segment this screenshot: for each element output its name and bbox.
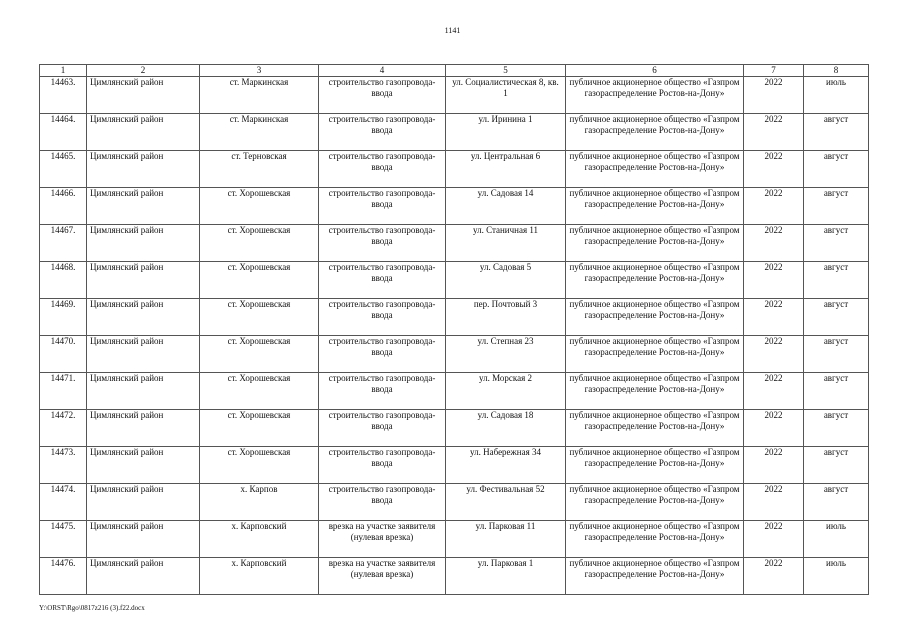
settlement-cell: х. Карповский	[200, 558, 319, 595]
work-type-cell: строительство газопровода-ввода	[319, 336, 446, 373]
address-cell: ул. Иринина 1	[446, 114, 566, 151]
organization-cell: публичное акционерное общество «Газпром газораспределение Ростов-на-Дону»	[566, 373, 744, 410]
settlement-cell: ст. Хорошевская	[200, 410, 319, 447]
district-cell: Цимлянский район	[87, 558, 200, 595]
district-cell: Цимлянский район	[87, 188, 200, 225]
address-cell: ул. Станичная 11	[446, 225, 566, 262]
column-header: 1	[40, 65, 87, 77]
address-cell: ул. Парковая 1	[446, 558, 566, 595]
organization-cell: публичное акционерное общество «Газпром газораспределение Ростов-на-Дону»	[566, 521, 744, 558]
column-header: 5	[446, 65, 566, 77]
settlement-cell: ст. Хорошевская	[200, 373, 319, 410]
settlement-cell: ст. Хорошевская	[200, 447, 319, 484]
table-row	[40, 373, 869, 410]
year-cell: 2022	[744, 373, 804, 410]
settlement-cell: ст. Терновская	[200, 151, 319, 188]
column-header: 6	[566, 65, 744, 77]
month-cell: август	[804, 262, 869, 299]
month-cell: июль	[804, 558, 869, 595]
work-type-cell: строительство газопровода-ввода	[319, 114, 446, 151]
row-number: 14465.	[40, 151, 87, 188]
column-header: 4	[319, 65, 446, 77]
table-row	[40, 114, 869, 151]
work-type-cell: строительство газопровода-ввода	[319, 299, 446, 336]
footer-file-path: Y:\ORST\Rgo\0817z216 (3).f22.docx	[39, 604, 145, 612]
address-cell: ул. Морская 2	[446, 373, 566, 410]
year-cell: 2022	[744, 114, 804, 151]
table-row	[40, 410, 869, 447]
organization-cell: публичное акционерное общество «Газпром газораспределение Ростов-на-Дону»	[566, 262, 744, 299]
address-cell: ул. Садовая 18	[446, 410, 566, 447]
address-cell: ул. Садовая 14	[446, 188, 566, 225]
year-cell: 2022	[744, 299, 804, 336]
year-cell: 2022	[744, 447, 804, 484]
work-type-cell: строительство газопровода-ввода	[319, 151, 446, 188]
settlement-cell: ст. Хорошевская	[200, 225, 319, 262]
month-cell: август	[804, 114, 869, 151]
header-row	[40, 65, 869, 77]
month-cell: август	[804, 447, 869, 484]
year-cell: 2022	[744, 410, 804, 447]
settlement-cell: ст. Маркинская	[200, 77, 319, 114]
row-number: 14463.	[40, 77, 87, 114]
month-cell: июль	[804, 521, 869, 558]
registry-body	[40, 77, 869, 595]
year-cell: 2022	[744, 151, 804, 188]
month-cell: август	[804, 373, 869, 410]
row-number: 14473.	[40, 447, 87, 484]
row-number: 14468.	[40, 262, 87, 299]
row-number: 14471.	[40, 373, 87, 410]
work-type-cell: строительство газопровода-ввода	[319, 484, 446, 521]
row-number: 14467.	[40, 225, 87, 262]
year-cell: 2022	[744, 484, 804, 521]
organization-cell: публичное акционерное общество «Газпром газораспределение Ростов-на-Дону»	[566, 336, 744, 373]
address-cell: ул. Центральная 6	[446, 151, 566, 188]
column-header: 2	[87, 65, 200, 77]
month-cell: июль	[804, 77, 869, 114]
district-cell: Цимлянский район	[87, 151, 200, 188]
work-type-cell: строительство газопровода-ввода	[319, 447, 446, 484]
organization-cell: публичное акционерное общество «Газпром газораспределение Ростов-на-Дону»	[566, 225, 744, 262]
column-header: 7	[744, 65, 804, 77]
work-type-cell: строительство газопровода-ввода	[319, 188, 446, 225]
district-cell: Цимлянский район	[87, 77, 200, 114]
table-row	[40, 262, 869, 299]
table-row	[40, 484, 869, 521]
year-cell: 2022	[744, 225, 804, 262]
page-number: 1141	[444, 26, 461, 35]
table-row	[40, 521, 869, 558]
row-number: 14472.	[40, 410, 87, 447]
address-cell: ул. Парковая 11	[446, 521, 566, 558]
row-number: 14466.	[40, 188, 87, 225]
row-number: 14476.	[40, 558, 87, 595]
year-cell: 2022	[744, 262, 804, 299]
year-cell: 2022	[744, 336, 804, 373]
year-cell: 2022	[744, 521, 804, 558]
settlement-cell: ст. Хорошевская	[200, 336, 319, 373]
organization-cell: публичное акционерное общество «Газпром газораспределение Ростов-на-Дону»	[566, 188, 744, 225]
column-header: 3	[200, 65, 319, 77]
organization-cell: публичное акционерное общество «Газпром газораспределение Ростов-на-Дону»	[566, 77, 744, 114]
address-cell: ул. Садовая 5	[446, 262, 566, 299]
table-row	[40, 447, 869, 484]
district-cell: Цимлянский район	[87, 447, 200, 484]
address-cell: ул. Фестивальная 52	[446, 484, 566, 521]
settlement-cell: х. Карпов	[200, 484, 319, 521]
district-cell: Цимлянский район	[87, 262, 200, 299]
row-number: 14475.	[40, 521, 87, 558]
work-type-cell: строительство газопровода-ввода	[319, 410, 446, 447]
district-cell: Цимлянский район	[87, 299, 200, 336]
district-cell: Цимлянский район	[87, 521, 200, 558]
organization-cell: публичное акционерное общество «Газпром газораспределение Ростов-на-Дону»	[566, 484, 744, 521]
address-cell: ул. Социалистическая 8, кв. 1	[446, 77, 566, 114]
address-cell: ул. Степная 23	[446, 336, 566, 373]
row-number: 14464.	[40, 114, 87, 151]
year-cell: 2022	[744, 558, 804, 595]
work-type-cell: строительство газопровода-ввода	[319, 77, 446, 114]
district-cell: Цимлянский район	[87, 373, 200, 410]
month-cell: август	[804, 484, 869, 521]
settlement-cell: ст. Хорошевская	[200, 188, 319, 225]
work-type-cell: врезка на участке заявителя (нулевая врезка)	[319, 558, 446, 595]
organization-cell: публичное акционерное общество «Газпром газораспределение Ростов-на-Дону»	[566, 410, 744, 447]
table-row	[40, 188, 869, 225]
row-number: 14469.	[40, 299, 87, 336]
month-cell: август	[804, 151, 869, 188]
settlement-cell: ст. Хорошевская	[200, 299, 319, 336]
row-number: 14474.	[40, 484, 87, 521]
row-number: 14470.	[40, 336, 87, 373]
work-type-cell: строительство газопровода-ввода	[319, 373, 446, 410]
settlement-cell: ст. Хорошевская	[200, 262, 319, 299]
month-cell: август	[804, 410, 869, 447]
organization-cell: публичное акционерное общество «Газпром газораспределение Ростов-на-Дону»	[566, 114, 744, 151]
month-cell: август	[804, 299, 869, 336]
work-type-cell: строительство газопровода-ввода	[319, 262, 446, 299]
month-cell: август	[804, 188, 869, 225]
address-cell: пер. Почтовый 3	[446, 299, 566, 336]
work-type-cell: врезка на участке заявителя (нулевая врезка)	[319, 521, 446, 558]
organization-cell: публичное акционерное общество «Газпром газораспределение Ростов-на-Дону»	[566, 558, 744, 595]
organization-cell: публичное акционерное общество «Газпром газораспределение Ростов-на-Дону»	[566, 151, 744, 188]
district-cell: Цимлянский район	[87, 225, 200, 262]
year-cell: 2022	[744, 77, 804, 114]
month-cell: август	[804, 225, 869, 262]
settlement-cell: х. Карповский	[200, 521, 319, 558]
district-cell: Цимлянский район	[87, 336, 200, 373]
district-cell: Цимлянский район	[87, 410, 200, 447]
organization-cell: публичное акционерное общество «Газпром газораспределение Ростов-на-Дону»	[566, 299, 744, 336]
address-cell: ул. Набережная 34	[446, 447, 566, 484]
column-header: 8	[804, 65, 869, 77]
work-type-cell: строительство газопровода-ввода	[319, 225, 446, 262]
district-cell: Цимлянский район	[87, 484, 200, 521]
district-cell: Цимлянский район	[87, 114, 200, 151]
table-row	[40, 151, 869, 188]
organization-cell: публичное акционерное общество «Газпром газораспределение Ростов-на-Дону»	[566, 447, 744, 484]
table-row	[40, 299, 869, 336]
table-row	[40, 558, 869, 595]
settlement-cell: ст. Маркинская	[200, 114, 319, 151]
table-row	[40, 336, 869, 373]
month-cell: август	[804, 336, 869, 373]
table-row	[40, 77, 869, 114]
table-row	[40, 225, 869, 262]
year-cell: 2022	[744, 188, 804, 225]
registry-table	[39, 64, 869, 595]
